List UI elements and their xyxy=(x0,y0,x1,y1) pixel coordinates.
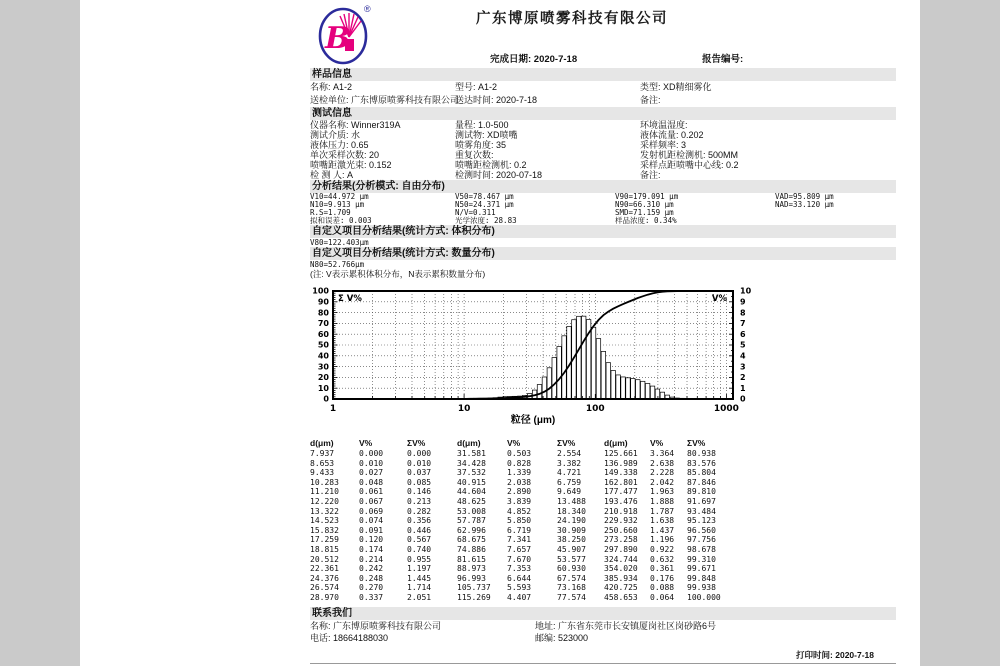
dist-value: 1.339 xyxy=(507,468,532,478)
dist-value: 177.477 xyxy=(604,487,638,497)
dist-value: 0.446 xyxy=(407,525,432,535)
dist-value: 0.176 xyxy=(650,573,675,583)
dist-value: 18.340 xyxy=(557,506,586,516)
dist-value: 22.361 xyxy=(310,564,339,574)
dist-value: 45.907 xyxy=(557,544,586,554)
dist-value: 2.038 xyxy=(507,477,532,487)
analysis-result-field: NAD=33.120 μm xyxy=(775,200,834,209)
sample-info-field: 送达时间: 2020-7-18 xyxy=(455,95,538,105)
dist-value: 297.890 xyxy=(604,544,638,554)
sample-info-row xyxy=(310,94,896,107)
dist-value: 7.937 xyxy=(310,449,335,458)
analysis-result-grid xyxy=(310,193,896,225)
dist-value: 115.269 xyxy=(457,592,491,602)
dist-value: 3.382 xyxy=(557,458,582,468)
dist-value: 0.828 xyxy=(507,458,532,468)
dist-value: 0.922 xyxy=(650,544,675,554)
dist-value: 87.846 xyxy=(687,477,716,487)
dist-value: 98.678 xyxy=(687,544,716,554)
section-title-test-info: 测试信息 xyxy=(310,107,896,120)
test-info-field: 环境温湿度: xyxy=(640,120,688,130)
dist-column-header: V% xyxy=(507,438,521,448)
print-time: 打印时间: 2020-7-18 xyxy=(796,649,874,660)
svg-text:100: 100 xyxy=(312,286,329,296)
dist-value: 1.888 xyxy=(650,496,675,506)
test-info-row xyxy=(310,170,896,180)
dist-value: 0.069 xyxy=(359,506,384,516)
dist-value: 100.000 xyxy=(687,592,721,602)
dist-value: 0.740 xyxy=(407,544,432,554)
dist-value: 1.445 xyxy=(407,573,432,583)
registered-trademark-icon: ® xyxy=(364,4,371,14)
dist-column-header: d(μm) xyxy=(457,438,481,448)
test-info-field: 采样点距喷嘴中心线: 0.2 xyxy=(640,160,739,170)
dist-value: 77.574 xyxy=(557,592,586,602)
dist-value: 1.963 xyxy=(650,487,675,497)
test-info-field: 仪器名称: Winner319A xyxy=(310,120,401,130)
test-info-field: 采样频率: 3 xyxy=(640,140,687,150)
dist-value: 2.042 xyxy=(650,477,675,487)
test-info-row xyxy=(310,120,896,130)
sample-info-field: 类型: XD精细雾化 xyxy=(640,82,712,92)
company-logo xyxy=(317,3,375,65)
custom-volume-value: V80=122.403μm xyxy=(310,238,369,247)
dist-value: 354.020 xyxy=(604,564,638,574)
sample-info-field: 型号: A1-2 xyxy=(455,82,498,92)
report-number-label: 报告编号: xyxy=(702,54,744,65)
dist-value: 68.675 xyxy=(457,535,486,545)
dist-column-header: ΣV% xyxy=(407,438,426,448)
svg-text:70: 70 xyxy=(317,319,329,329)
dist-value: 9.433 xyxy=(310,468,335,478)
dist-value: 2.638 xyxy=(650,458,675,468)
svg-text:2: 2 xyxy=(740,373,746,383)
distribution-note: (注: V表示累积体积分布，N表示累积数量分布) xyxy=(310,269,486,279)
dist-value: 0.091 xyxy=(359,525,384,535)
dist-table-row xyxy=(310,545,750,555)
contact-field: 电话: 18664188030 xyxy=(310,632,389,643)
contact-block xyxy=(310,607,896,644)
svg-text:10: 10 xyxy=(740,286,752,296)
test-info-field: 测试物: XD喷嘴 xyxy=(455,130,518,140)
particle-size-chart xyxy=(310,284,896,434)
svg-text:100: 100 xyxy=(585,404,605,414)
dist-value: 0.242 xyxy=(359,564,384,574)
dist-value: 89.810 xyxy=(687,487,716,497)
dist-value: 5.850 xyxy=(507,516,532,526)
dist-value: 7.353 xyxy=(507,564,532,574)
dist-table-row xyxy=(310,555,750,565)
dist-value: 6.719 xyxy=(507,525,532,535)
sample-info-row xyxy=(310,81,896,94)
svg-text:1: 1 xyxy=(329,404,337,414)
dist-column-header: V% xyxy=(359,438,373,448)
dist-value: 96.560 xyxy=(687,525,716,535)
dist-value: 2.051 xyxy=(407,592,432,602)
sample-info-field: 备注: xyxy=(640,95,661,105)
dist-column-header: ΣV% xyxy=(557,438,576,448)
svg-text:0: 0 xyxy=(323,394,329,404)
dist-value: 0.955 xyxy=(407,554,432,564)
dist-value: 0.000 xyxy=(407,449,432,458)
dist-value: 34.428 xyxy=(457,458,486,468)
dist-table-row xyxy=(310,583,750,593)
dist-value: 24.190 xyxy=(557,516,586,526)
dist-value: 40.915 xyxy=(457,477,486,487)
analysis-result-field: VAD=95.809 μm xyxy=(775,192,834,201)
dist-value: 105.737 xyxy=(457,583,491,593)
dist-value: 0.048 xyxy=(359,477,384,487)
svg-text:20: 20 xyxy=(317,373,329,383)
svg-text:1: 1 xyxy=(740,383,746,393)
test-info-field: 液体压力: 0.65 xyxy=(310,140,369,150)
dist-value: 91.697 xyxy=(687,496,716,506)
analysis-result-field: R.S=1.709 xyxy=(310,208,351,217)
svg-text:5: 5 xyxy=(740,340,746,350)
dist-column-header: d(μm) xyxy=(310,438,334,448)
dist-table-row xyxy=(310,478,750,488)
dist-table-row xyxy=(310,574,750,584)
dist-value: 14.523 xyxy=(310,516,339,526)
contact-field: 地址: 广东省东莞市长安镇厦岗社区岗砂路6号 xyxy=(535,620,717,631)
dist-value: 324.744 xyxy=(604,554,638,564)
logo-letter: B xyxy=(325,21,351,56)
dist-table-row xyxy=(310,526,750,536)
dist-value: 57.787 xyxy=(457,516,486,526)
dist-value: 0.067 xyxy=(359,496,384,506)
dist-value: 0.213 xyxy=(407,496,432,506)
dist-value: 458.653 xyxy=(604,592,638,602)
dist-value: 136.989 xyxy=(604,458,638,468)
analysis-result-field: 拟和误差: 0.003 xyxy=(310,216,372,225)
dist-value: 125.661 xyxy=(604,449,638,458)
dist-value: 99.310 xyxy=(687,554,716,564)
dist-value: 10.283 xyxy=(310,477,339,487)
test-info-field: 备注: xyxy=(640,170,661,180)
svg-text:10: 10 xyxy=(457,404,471,414)
dist-value: 20.512 xyxy=(310,554,339,564)
contact-field: 名称: 广东博原喷雾科技有限公司 xyxy=(310,620,442,631)
dist-value: 0.085 xyxy=(407,477,432,487)
dist-table-row xyxy=(310,487,750,497)
dist-value: 0.010 xyxy=(359,458,384,468)
dist-value: 38.250 xyxy=(557,535,586,545)
dist-value: 13.488 xyxy=(557,496,586,506)
dist-value: 99.671 xyxy=(687,564,716,574)
dist-value: 15.832 xyxy=(310,525,339,535)
dist-value: 0.120 xyxy=(359,535,384,545)
dist-value: 385.934 xyxy=(604,573,638,583)
dist-value: 0.270 xyxy=(359,583,384,593)
dist-value: 0.074 xyxy=(359,516,384,526)
dist-value: 73.168 xyxy=(557,583,586,593)
dist-value: 96.993 xyxy=(457,573,486,583)
sample-info-field: 送检单位: 广东博原喷雾科技有限公司 xyxy=(310,95,460,105)
dist-value: 0.037 xyxy=(407,468,432,478)
dist-value: 53.008 xyxy=(457,506,486,516)
svg-text:3: 3 xyxy=(740,362,746,372)
dist-value: 0.356 xyxy=(407,516,432,526)
test-info-field: 喷嘴距检测机: 0.2 xyxy=(455,160,527,170)
dist-value: 95.123 xyxy=(687,516,716,526)
dist-value: 60.930 xyxy=(557,564,586,574)
analysis-result-field xyxy=(775,217,896,225)
svg-text:10: 10 xyxy=(317,383,329,393)
test-info-field: 量程: 1.0-500 xyxy=(455,120,509,130)
dist-column-header: ΣV% xyxy=(687,438,706,448)
dist-value: 67.574 xyxy=(557,573,586,583)
section-title-analysis-result: 分析结果(分析模式: 自由分布) xyxy=(310,180,896,193)
dist-value: 18.815 xyxy=(310,544,339,554)
svg-text:7: 7 xyxy=(740,319,746,329)
dist-value: 4.721 xyxy=(557,468,582,478)
dist-table-header xyxy=(310,438,750,449)
dist-value: 24.376 xyxy=(310,573,339,583)
dist-value: 1.196 xyxy=(650,535,675,545)
test-info-row xyxy=(310,160,896,170)
dist-value: 6.644 xyxy=(507,573,532,583)
dist-value: 93.484 xyxy=(687,506,716,516)
dist-value: 99.848 xyxy=(687,573,716,583)
dist-value: 44.604 xyxy=(457,487,486,497)
dist-table-row xyxy=(310,564,750,574)
dist-value: 0.282 xyxy=(407,506,432,516)
svg-text:V%: V% xyxy=(711,294,727,304)
dist-table-row xyxy=(310,535,750,545)
section-title-sample-info: 样品信息 xyxy=(310,68,896,81)
test-info-field: 发射机距检测机: 500MM xyxy=(640,150,739,160)
completion-date: 完成日期: 2020-7-18 xyxy=(490,54,578,65)
dist-value: 7.341 xyxy=(507,535,532,545)
test-info-field: 液体流量: 0.202 xyxy=(640,130,704,140)
contact-row xyxy=(310,620,896,632)
test-info-row xyxy=(310,150,896,160)
dist-table-row xyxy=(310,449,750,459)
svg-text:6: 6 xyxy=(740,329,746,339)
dist-value: 0.567 xyxy=(407,535,432,545)
analysis-result-field: N90=66.310 μm xyxy=(615,200,674,209)
dist-table-row xyxy=(310,507,750,517)
test-info-row xyxy=(310,130,896,140)
dist-column-header: d(μm) xyxy=(604,438,628,448)
dist-value: 3.364 xyxy=(650,449,675,458)
dist-value: 229.932 xyxy=(604,516,638,526)
dist-value: 97.756 xyxy=(687,535,716,545)
test-info-field: 单次采样次数: 20 xyxy=(310,150,380,160)
dist-value: 88.973 xyxy=(457,564,486,574)
dist-value: 250.660 xyxy=(604,525,638,535)
analysis-result-field: V50=78.467 μm xyxy=(455,192,514,201)
dist-value: 4.407 xyxy=(507,592,532,602)
dist-table-row xyxy=(310,593,750,603)
svg-text:90: 90 xyxy=(317,297,329,307)
dist-value: 1.787 xyxy=(650,506,675,516)
analysis-result-field xyxy=(775,209,896,217)
section-title-contact: 联系我们 xyxy=(310,607,896,620)
analysis-result-field: V90=179.091 μm xyxy=(615,192,679,201)
distribution-table xyxy=(310,438,750,603)
dist-value: 31.581 xyxy=(457,449,486,458)
dist-value: 193.476 xyxy=(604,496,638,506)
test-info-grid xyxy=(310,120,896,180)
analysis-result-field: 光学浓度: 28.83 xyxy=(455,216,517,225)
dist-value: 1.437 xyxy=(650,525,675,535)
dist-value: 2.554 xyxy=(557,449,582,458)
dist-value: 3.839 xyxy=(507,496,532,506)
dist-value: 0.027 xyxy=(359,468,384,478)
report-body xyxy=(310,68,896,664)
analysis-result-field: N/V=0.311 xyxy=(455,208,496,217)
test-info-field: 检 测 人: A xyxy=(310,170,354,180)
svg-text:8: 8 xyxy=(740,308,746,318)
dist-value: 0.064 xyxy=(650,592,675,602)
svg-text:粒径 (μm): 粒径 (μm) xyxy=(510,415,556,426)
dist-value: 0.361 xyxy=(650,564,675,574)
analysis-result-row xyxy=(310,201,896,209)
dist-value: 83.576 xyxy=(687,458,716,468)
dist-value: 12.220 xyxy=(310,496,339,506)
dist-value: 0.010 xyxy=(407,458,432,468)
dist-value: 0.000 xyxy=(359,449,384,458)
dist-value: 99.938 xyxy=(687,583,716,593)
dist-value: 81.615 xyxy=(457,554,486,564)
dist-value: 0.214 xyxy=(359,554,384,564)
dist-value: 28.970 xyxy=(310,592,339,602)
svg-text:30: 30 xyxy=(317,362,329,372)
dist-table-row xyxy=(310,459,750,469)
test-info-field: 喷嘴距激光束: 0.152 xyxy=(310,160,392,170)
svg-text:0: 0 xyxy=(740,394,746,404)
analysis-result-field: N50=24.371 μm xyxy=(455,200,514,209)
sample-info-field: 名称: A1-2 xyxy=(310,82,353,92)
dist-value: 0.088 xyxy=(650,583,675,593)
contact-field: 邮编: 523000 xyxy=(535,632,589,643)
dist-value: 62.996 xyxy=(457,525,486,535)
dist-value: 26.574 xyxy=(310,583,339,593)
dist-value: 7.657 xyxy=(507,544,532,554)
chart-canvas xyxy=(280,284,780,430)
dist-value: 6.759 xyxy=(557,477,582,487)
dist-value: 149.338 xyxy=(604,468,638,478)
svg-text:60: 60 xyxy=(317,329,329,339)
report-page xyxy=(80,0,920,666)
analysis-result-field: SMD=71.159 μm xyxy=(615,208,674,217)
analysis-result-field: V10=44.972 μm xyxy=(310,192,369,201)
dist-value: 11.210 xyxy=(310,487,339,497)
dist-value: 273.258 xyxy=(604,535,638,545)
svg-text:Σ V%: Σ V% xyxy=(338,294,362,304)
svg-text:50: 50 xyxy=(317,340,329,350)
dist-value: 48.625 xyxy=(457,496,486,506)
dist-value: 8.653 xyxy=(310,458,335,468)
dist-value: 0.248 xyxy=(359,573,384,583)
dist-column-header: V% xyxy=(650,438,664,448)
test-info-row xyxy=(310,140,896,150)
dist-value: 5.593 xyxy=(507,583,532,593)
dist-table-row xyxy=(310,516,750,526)
dist-value: 0.061 xyxy=(359,487,384,497)
dist-value: 2.890 xyxy=(507,487,532,497)
dist-value: 1.638 xyxy=(650,516,675,526)
dist-table-row xyxy=(310,497,750,507)
svg-text:4: 4 xyxy=(740,351,746,361)
section-title-custom-volume: 自定义项目分析结果(统计方式: 体积分布) xyxy=(310,225,896,238)
contact-row xyxy=(310,632,896,644)
analysis-result-field: N10=9.913 μm xyxy=(310,200,365,209)
sample-info-grid xyxy=(310,81,896,107)
dist-value: 80.938 xyxy=(687,449,716,458)
analysis-result-field: 样品浓度: 0.34% xyxy=(615,216,677,225)
test-info-field: 检测时间: 2020-07-18 xyxy=(455,170,543,180)
test-info-field: 喷雾角度: 35 xyxy=(455,140,507,150)
custom-number-value: N80=52.766μm xyxy=(310,260,365,269)
svg-text:9: 9 xyxy=(740,297,746,307)
test-info-field: 重复次数: xyxy=(455,150,494,160)
dist-value: 0.174 xyxy=(359,544,384,554)
dist-value: 30.909 xyxy=(557,525,586,535)
dist-value: 420.725 xyxy=(604,583,638,593)
dist-value: 17.259 xyxy=(310,535,339,545)
dist-value: 162.801 xyxy=(604,477,638,487)
analysis-result-row xyxy=(310,217,896,225)
section-title-custom-number: 自定义项目分析结果(统计方式: 数量分布) xyxy=(310,247,896,260)
contact-grid xyxy=(310,620,896,644)
dist-value: 85.804 xyxy=(687,468,716,478)
dist-value: 74.886 xyxy=(457,544,486,554)
analysis-result-row xyxy=(310,209,896,217)
dist-value: 0.503 xyxy=(507,449,532,458)
dist-value: 0.146 xyxy=(407,487,432,497)
dist-table-row xyxy=(310,468,750,478)
dist-value: 9.649 xyxy=(557,487,582,497)
bottom-divider xyxy=(310,663,896,664)
dist-value: 1.714 xyxy=(407,583,432,593)
dist-value: 4.852 xyxy=(507,506,532,516)
dist-value: 13.322 xyxy=(310,506,339,516)
svg-text:80: 80 xyxy=(317,308,329,318)
dist-value: 53.577 xyxy=(557,554,586,564)
dist-value: 210.918 xyxy=(604,506,638,516)
dist-value: 1.197 xyxy=(407,564,432,574)
svg-text:1000: 1000 xyxy=(713,404,739,414)
svg-text:40: 40 xyxy=(317,351,329,361)
dist-value: 37.532 xyxy=(457,468,486,478)
test-info-field: 测试介质: 水 xyxy=(310,130,361,140)
company-name: 广东博原喷雾科技有限公司 xyxy=(476,11,668,27)
dist-value: 7.670 xyxy=(507,554,532,564)
dist-value: 0.337 xyxy=(359,592,384,602)
dist-value: 0.632 xyxy=(650,554,675,564)
dist-value: 2.228 xyxy=(650,468,675,478)
